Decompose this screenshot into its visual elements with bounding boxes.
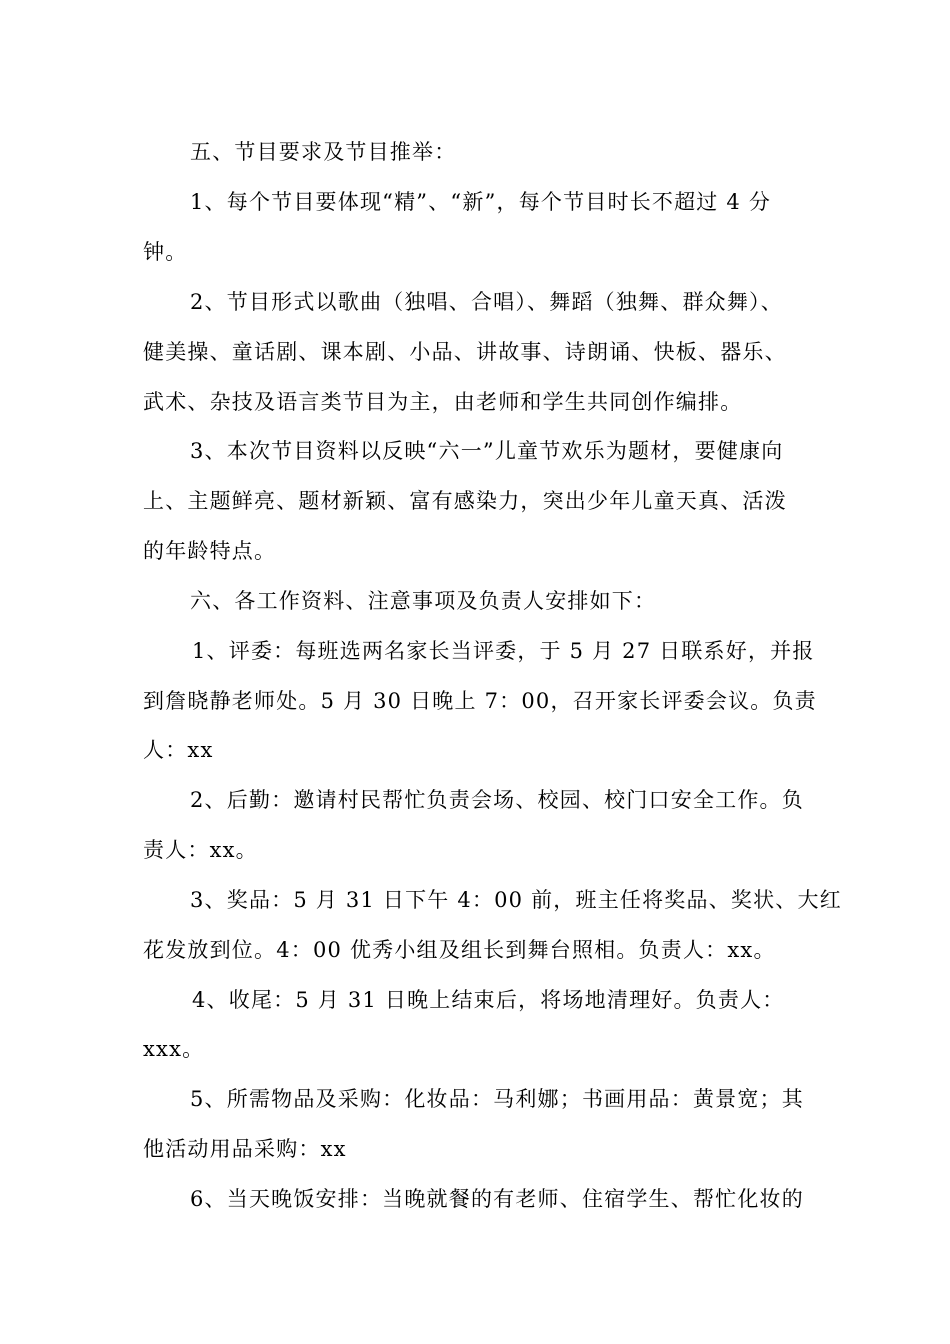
paragraph-line: 2、后勤：邀请村民帮忙负责会场、校园、校门口安全工作。负: [190, 788, 804, 812]
paragraph-line: 花发放到位。4：00 优秀小组及组长到舞台照相。负责人：xx。: [143, 938, 776, 962]
paragraph-line: 到詹晓静老师处。5 月 30 日晚上 7：00，召开家长评委会议。负责: [143, 689, 817, 713]
section-heading-6: 六、各工作资料、注意事项及负责人安排如下：: [190, 589, 657, 613]
paragraph-line: 3、奖品：5 月 31 日下午 4：00 前，班主任将奖品、奖状、大红: [190, 888, 842, 912]
paragraph-line: 6、当天晚饭安排：当晚就餐的有老师、住宿学生、帮忙化妆的: [190, 1187, 804, 1211]
paragraph-line: 他活动用品采购：xx: [143, 1137, 347, 1161]
paragraph-line: 责人：xx。: [143, 838, 258, 862]
paragraph-line: 武术、杂技及语言类节目为主，由老师和学生共同创作编排。: [143, 390, 743, 414]
paragraph-line: 3、本次节目资料以反映“六一”儿童节欢乐为题材，要健康向: [190, 439, 784, 463]
paragraph-line: 1、评委：每班选两名家长当评委，于 5 月 27 日联系好，并报: [192, 639, 815, 663]
section-heading-5: 五、节目要求及节目推举：: [190, 140, 457, 164]
paragraph-line: 4、收尾：5 月 31 日晚上结束后，将场地清理好。负责人：: [192, 988, 785, 1012]
paragraph-line: 上、主题鲜亮、题材新颖、富有感染力，突出少年儿童天真、活泼: [143, 489, 787, 513]
paragraph-line: xxx。: [143, 1037, 205, 1061]
paragraph-line: 5、所需物品及采购：化妆品：马利娜；书画用品：黄景宽；其: [190, 1087, 804, 1111]
paragraph-line: 1、每个节目要体现“精”、“新”，每个节目时长不超过 4 分: [190, 190, 772, 214]
paragraph-line: 的年龄特点。: [143, 539, 277, 563]
paragraph-line: 2、节目形式以歌曲（独唱、合唱）、舞蹈（独舞、群众舞）、: [190, 290, 783, 314]
paragraph-line: 健美操、童话剧、课本剧、小品、讲故事、诗朗诵、快板、器乐、: [143, 340, 787, 364]
paragraph-line: 钟。: [143, 240, 188, 264]
paragraph-line: 人：xx: [143, 738, 214, 762]
